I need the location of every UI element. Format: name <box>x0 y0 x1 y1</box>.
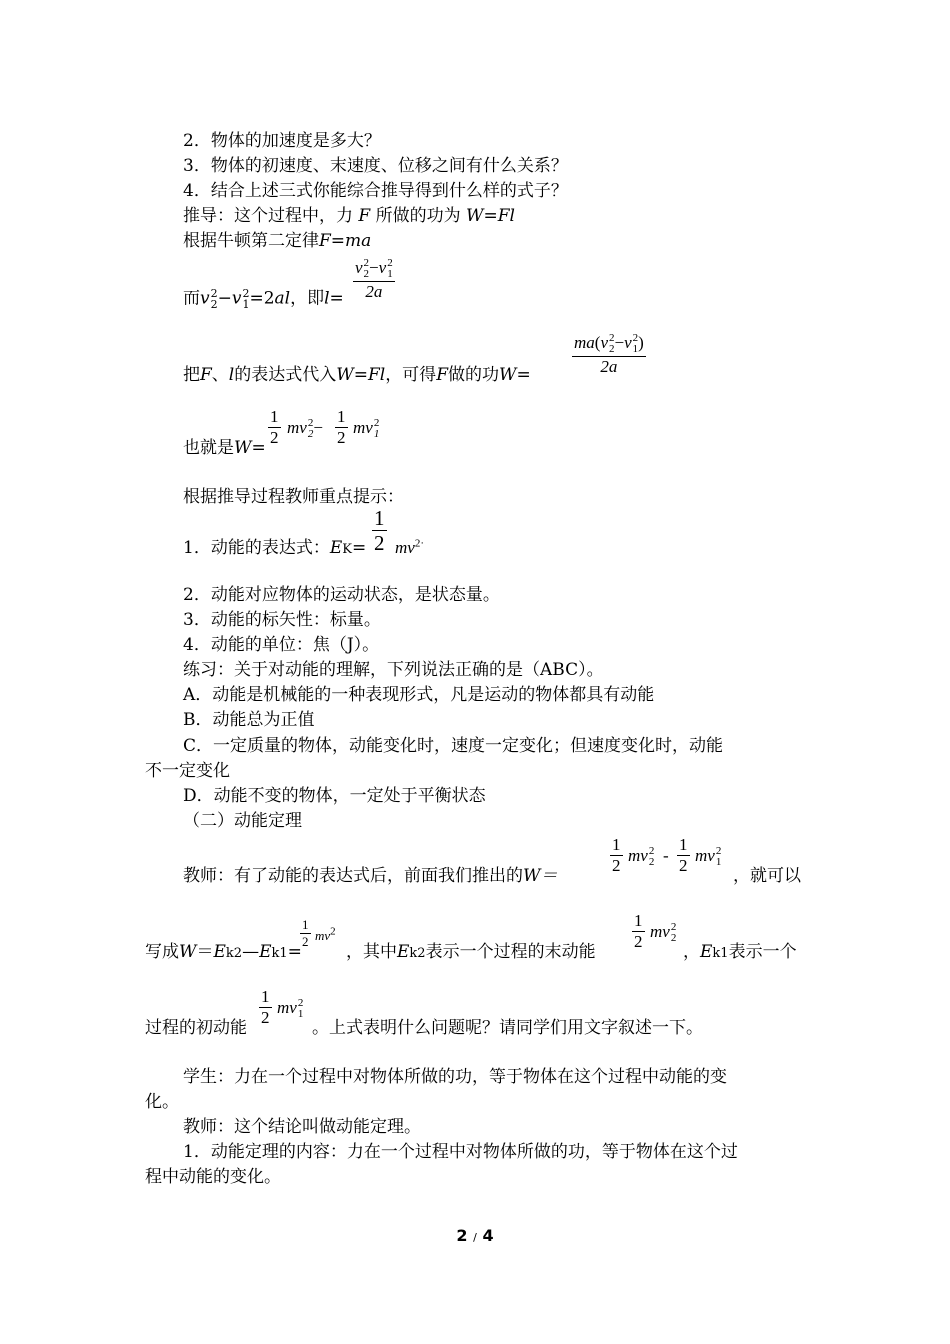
page-footer <box>0 1226 950 1245</box>
kinematics-line <box>183 288 344 310</box>
teacher-half-1: 1 2 <box>612 835 621 875</box>
final-ke-half: 1 2 <box>634 911 643 951</box>
half-fraction-1: 1 2 <box>270 407 279 447</box>
newton-line <box>183 231 371 251</box>
option-d: D．动能不变的物体，一定处于平衡状态 <box>183 786 486 806</box>
student-line-1: 学生：力在一个过程中对物体所做的功，等于物体在这个过程中动能的变 <box>183 1067 727 1087</box>
ke-half-fraction: 1 2 <box>374 506 385 555</box>
ji-text: ，即 <box>290 288 325 309</box>
option-a: A．动能是机械能的一种表现形式，凡是运动的物体都具有动能 <box>183 685 655 705</box>
theorem-line-1: 1．动能定理的内容：力在一个过程中对物体所做的功，等于物体在这个过 <box>183 1142 738 1162</box>
practice-question: 练习：关于对动能的理解，下列说法正确的是（ABC）。 <box>183 660 604 680</box>
ke-mv: $mv^{2\cdot}$ <box>395 537 424 557</box>
equals-2: =2 <box>249 288 275 309</box>
derivation-line <box>183 206 515 226</box>
ke-expression-line: 1．动能的表达式：EK= <box>183 538 367 558</box>
initial-ke-mv: mv 2 1 <box>277 997 304 1021</box>
l-equals: l= <box>324 288 344 309</box>
teacher-line-1: 教师：有了动能的表达式后，前面我们推出的W＝ <box>183 866 558 886</box>
derivation-F: F <box>358 206 371 226</box>
process-line-suffix: 。上式表明什么问题呢？请同学们用文字叙述一下。 <box>312 1018 703 1038</box>
page-total: 4 <box>482 1226 494 1245</box>
newton-formula: F=ma <box>319 231 372 251</box>
write-as-mid: ，其中Ek2表示一个过程的末动能 <box>346 942 596 962</box>
l-fraction: v 2 2 −v 2 1 2a <box>355 257 393 301</box>
v2-scripts: 2 2 <box>210 287 218 311</box>
hint-line: 根据推导过程教师重点提示： <box>183 487 404 507</box>
question-4: 4．结合上述三式你能综合推导得到什么样的式子？ <box>183 181 568 201</box>
derivation-formula: W=Fl <box>466 206 515 226</box>
half-fraction-2: 1 2 <box>337 407 346 447</box>
mv1-term: mv 2 1 <box>353 417 380 441</box>
write-as-end: ，Ek1表示一个 <box>683 942 797 962</box>
write-half: 1 2 <box>302 917 309 949</box>
ke-point-2: 2．动能对应物体的运动状态，是状态量。 <box>183 585 500 605</box>
question-3: 3．物体的初速度、末速度、位移之间有什么关系？ <box>183 156 568 176</box>
write-mv: $mv^2$ <box>315 925 336 943</box>
newton-prefix: 根据牛顿第二定律 <box>183 231 319 251</box>
initial-ke-half: 1 2 <box>261 987 270 1027</box>
v2-symbol: v <box>200 288 210 309</box>
process-line-prefix: 过程的初动能 <box>145 1018 247 1038</box>
student-line-2: 化。 <box>145 1092 179 1112</box>
ke-point-3: 3．动能的标矢性：标量。 <box>183 610 381 630</box>
option-b: B．动能总为正值 <box>183 710 315 730</box>
theorem-line-2: 程中动能的变化。 <box>145 1167 281 1187</box>
derivation-mid: 所做的功为 <box>375 206 461 226</box>
page-slash: / <box>473 1231 477 1244</box>
option-c-line-2: 不一定变化 <box>145 761 230 781</box>
ke-point-4: 4．动能的单位：焦（J）。 <box>183 635 380 655</box>
v1-scripts: 2 1 <box>242 287 250 311</box>
question-2: 2．物体的加速度是多大？ <box>183 131 381 151</box>
final-ke-mv: mv 2 2 <box>650 921 677 945</box>
al-symbol: al <box>274 288 291 309</box>
substitution-line: 把F、l的表达式代入W=Fl，可得F做的功W= <box>183 365 531 385</box>
mv2-term: mv 2 2 − <box>287 417 323 441</box>
page-number: 2 <box>456 1226 468 1245</box>
minus-sign: − <box>217 288 232 309</box>
teacher-mv1: mv 2 1 <box>695 845 722 869</box>
also-line: 也就是W= <box>183 438 266 458</box>
section-heading-2: （二）动能定理 <box>183 811 302 831</box>
write-as-line: 写成W＝Ek2—Ek1= <box>145 942 302 962</box>
work-fraction: ma(v 2 2 −v 2 1 ) 2a <box>574 332 644 376</box>
teacher-line-2: 教师：这个结论叫做动能定理。 <box>183 1117 421 1137</box>
v1-symbol: v <box>231 288 242 309</box>
option-c-line-1: C．一定质量的物体，动能变化时，速度一定变化；但速度变化时，动能 <box>183 736 724 756</box>
teacher-half-2: 1 2 <box>679 835 688 875</box>
teacher-line-1-suffix: ，就可以 <box>733 866 801 886</box>
teacher-minus: - <box>663 846 669 865</box>
teacher-mv2: mv 2 2 <box>628 845 655 869</box>
kinematics-prefix: 而 <box>183 288 200 309</box>
derivation-prefix: 推导：这个过程中，力 <box>183 206 353 226</box>
